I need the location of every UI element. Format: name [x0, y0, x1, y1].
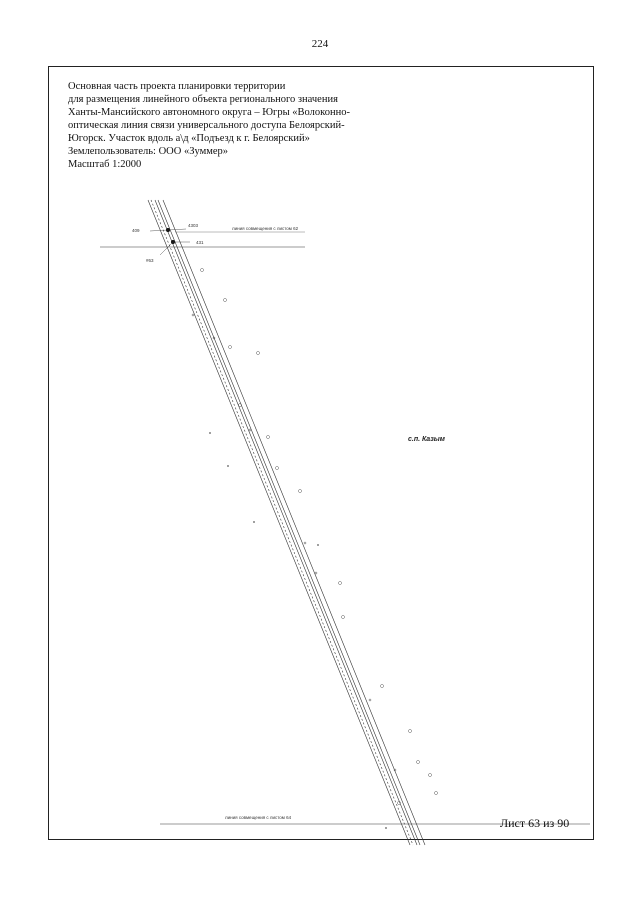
sheet-number: Лист 63 из 90 — [500, 816, 570, 830]
title-line: Югорск. Участок вдоль а\д «Подъезд к г. Белоярский» — [68, 133, 310, 144]
scale: Масштаб 1:2000 — [68, 159, 142, 170]
point-label: 409 — [132, 228, 140, 233]
point-label: 4303 — [188, 223, 199, 228]
title-line: Ханты-Мансийского автономного округа – Югры «Волоконно- — [68, 107, 350, 118]
point-label: 431 — [196, 240, 204, 245]
title-line: Основная часть проекта планировки территории — [68, 81, 286, 92]
road-corridor — [148, 200, 425, 845]
top-match-label: линия совмещения с листом 62 — [232, 226, 299, 231]
page-number: 224 — [311, 38, 329, 50]
settlement-label: с.п. Казым — [408, 436, 445, 443]
title-line: оптическая линия связи универсального доступа Белоярский- — [68, 120, 345, 131]
route-marks — [192, 269, 438, 829]
title-line: для размещения линейного объекта регионального значения — [68, 94, 338, 105]
land-user: Землепользователь: ООО «Зуммер» — [68, 146, 229, 157]
bottom-match-label: линия совмещения с листом 64 — [225, 815, 292, 820]
point-label: #63 — [146, 258, 154, 263]
